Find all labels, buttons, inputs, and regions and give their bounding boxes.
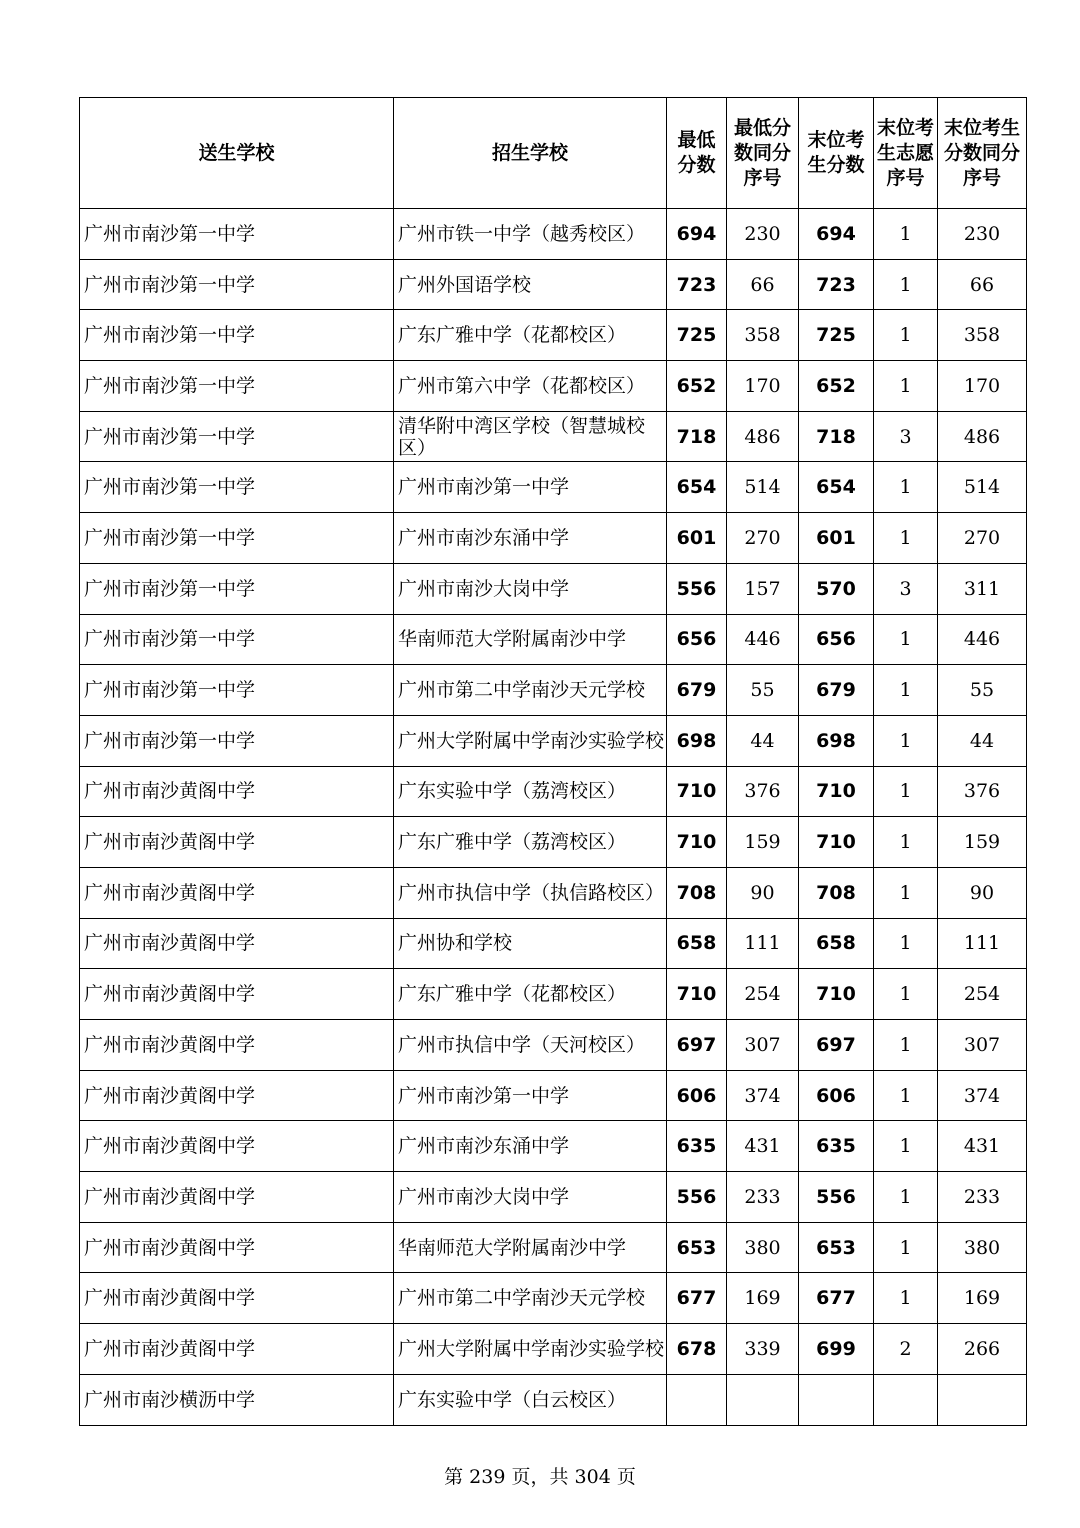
cell-last-score-rank: 233: [938, 1172, 1027, 1223]
cell-last-score-rank: 159: [938, 817, 1027, 868]
cell-min-score: 677: [667, 1273, 727, 1324]
cell-last-score: 606: [799, 1070, 874, 1121]
cell-sending-school: 广州市南沙第一中学: [80, 310, 394, 361]
header-min-score-rank: 最低分数同分序号: [727, 98, 799, 209]
cell-admitting-school: 广东广雅中学（花都校区）: [394, 969, 667, 1020]
table-row: [80, 563, 1027, 614]
cell-last-score: 699: [799, 1324, 874, 1375]
table-row: [80, 766, 1027, 817]
table-row: [80, 665, 1027, 716]
cell-last-choice: 1: [874, 715, 938, 766]
table-row: [80, 1070, 1027, 1121]
cell-last-score-rank: 170: [938, 361, 1027, 412]
cell-min-score-rank: 90: [727, 867, 799, 918]
cell-sending-school: 广州市南沙黄阁中学: [80, 1273, 394, 1324]
cell-min-score: 708: [667, 867, 727, 918]
cell-admitting-school: 广东实验中学（荔湾校区）: [394, 766, 667, 817]
cell-last-score: 679: [799, 665, 874, 716]
table-row: [80, 1020, 1027, 1071]
table-header-row: [80, 98, 1027, 209]
table-row: [80, 715, 1027, 766]
page-footer: 第 239 页，共 304 页: [444, 1466, 636, 1488]
header-last-choice: 末位考生志愿序号: [874, 98, 938, 209]
cell-admitting-school: 广州市铁一中学（越秀校区）: [394, 209, 667, 260]
cell-last-score: 710: [799, 766, 874, 817]
cell-min-score: 601: [667, 513, 727, 564]
header-last-score-rank: 末位考生分数同分序号: [938, 98, 1027, 209]
cell-min-score: 656: [667, 614, 727, 665]
cell-last-score: 653: [799, 1222, 874, 1273]
cell-admitting-school: 广州市南沙东涌中学: [394, 513, 667, 564]
cell-min-score-rank: 339: [727, 1324, 799, 1375]
cell-sending-school: 广州市南沙黄阁中学: [80, 918, 394, 969]
cell-min-score: 678: [667, 1324, 727, 1375]
admission-table: [79, 97, 1027, 1426]
cell-last-choice: 1: [874, 1172, 938, 1223]
table-row: [80, 513, 1027, 564]
header-sending-school: 送生学校: [80, 98, 394, 209]
cell-last-choice: 1: [874, 867, 938, 918]
cell-last-choice: 1: [874, 361, 938, 412]
cell-last-score: 601: [799, 513, 874, 564]
cell-last-choice: 1: [874, 1070, 938, 1121]
cell-min-score-rank: 358: [727, 310, 799, 361]
table-row: [80, 259, 1027, 310]
table-row: [80, 1374, 1027, 1425]
cell-last-score: 635: [799, 1121, 874, 1172]
cell-last-choice: 1: [874, 209, 938, 260]
cell-min-score: 710: [667, 817, 727, 868]
cell-last-score: 710: [799, 969, 874, 1020]
table-row: [80, 1222, 1027, 1273]
cell-last-choice: 1: [874, 310, 938, 361]
cell-min-score: 710: [667, 766, 727, 817]
cell-last-choice: 1: [874, 969, 938, 1020]
cell-last-score: 710: [799, 817, 874, 868]
cell-min-score-rank: 170: [727, 361, 799, 412]
cell-sending-school: 广州市南沙第一中学: [80, 513, 394, 564]
cell-last-choice: [874, 1374, 938, 1425]
header-last-score: 末位考生分数: [799, 98, 874, 209]
cell-last-score: 698: [799, 715, 874, 766]
cell-last-score-rank: 376: [938, 766, 1027, 817]
table-row: [80, 969, 1027, 1020]
cell-min-score-rank: 230: [727, 209, 799, 260]
cell-min-score: 658: [667, 918, 727, 969]
cell-last-score-rank: 266: [938, 1324, 1027, 1375]
cell-min-score-rank: 169: [727, 1273, 799, 1324]
cell-last-score: 652: [799, 361, 874, 412]
cell-last-choice: 1: [874, 614, 938, 665]
cell-admitting-school: 广州市第六中学（花都校区）: [394, 361, 667, 412]
cell-last-score-rank: 44: [938, 715, 1027, 766]
cell-admitting-school: 广州市执信中学（执信路校区）: [394, 867, 667, 918]
cell-admitting-school: 广州大学附属中学南沙实验学校: [394, 715, 667, 766]
cell-admitting-school: 广州市南沙第一中学: [394, 1070, 667, 1121]
cell-min-score: 556: [667, 1172, 727, 1223]
table-row: [80, 209, 1027, 260]
cell-admitting-school: 广州市南沙大岗中学: [394, 1172, 667, 1223]
cell-admitting-school: 广东广雅中学（花都校区）: [394, 310, 667, 361]
cell-sending-school: 广州市南沙黄阁中学: [80, 969, 394, 1020]
cell-admitting-school: 广州市第二中学南沙天元学校: [394, 1273, 667, 1324]
cell-min-score: 654: [667, 462, 727, 513]
cell-admitting-school: 广州市南沙大岗中学: [394, 563, 667, 614]
table-row: [80, 1324, 1027, 1375]
cell-last-choice: 1: [874, 766, 938, 817]
cell-min-score-rank: 66: [727, 259, 799, 310]
cell-last-choice: 3: [874, 411, 938, 462]
cell-admitting-school: 广东广雅中学（荔湾校区）: [394, 817, 667, 868]
cell-last-choice: 1: [874, 513, 938, 564]
cell-sending-school: 广州市南沙黄阁中学: [80, 766, 394, 817]
cell-sending-school: 广州市南沙黄阁中学: [80, 817, 394, 868]
cell-last-score: 725: [799, 310, 874, 361]
cell-last-choice: 3: [874, 563, 938, 614]
cell-min-score-rank: 446: [727, 614, 799, 665]
cell-min-score: 652: [667, 361, 727, 412]
cell-last-score-rank: 90: [938, 867, 1027, 918]
cell-sending-school: 广州市南沙黄阁中学: [80, 867, 394, 918]
cell-sending-school: 广州市南沙黄阁中学: [80, 1222, 394, 1273]
cell-min-score-rank: 157: [727, 563, 799, 614]
cell-min-score-rank: 514: [727, 462, 799, 513]
header-min-score: 最低分数: [667, 98, 727, 209]
cell-last-score-rank: 380: [938, 1222, 1027, 1273]
cell-min-score: 653: [667, 1222, 727, 1273]
table-row: [80, 1121, 1027, 1172]
cell-sending-school: 广州市南沙第一中学: [80, 361, 394, 412]
cell-sending-school: 广州市南沙黄阁中学: [80, 1324, 394, 1375]
cell-last-score: 718: [799, 411, 874, 462]
table-row: [80, 614, 1027, 665]
cell-admitting-school: 广州市南沙第一中学: [394, 462, 667, 513]
cell-min-score: 556: [667, 563, 727, 614]
cell-sending-school: 广州市南沙黄阁中学: [80, 1070, 394, 1121]
table-row: [80, 867, 1027, 918]
cell-last-score-rank: 486: [938, 411, 1027, 462]
cell-min-score-rank: [727, 1374, 799, 1425]
cell-min-score-rank: 374: [727, 1070, 799, 1121]
cell-min-score-rank: 55: [727, 665, 799, 716]
cell-min-score: 697: [667, 1020, 727, 1071]
cell-last-score: 694: [799, 209, 874, 260]
cell-min-score: 723: [667, 259, 727, 310]
cell-last-score-rank: 431: [938, 1121, 1027, 1172]
cell-last-choice: 1: [874, 1121, 938, 1172]
cell-min-score: 698: [667, 715, 727, 766]
table-row: [80, 918, 1027, 969]
table-row: [80, 817, 1027, 868]
cell-admitting-school: 广州外国语学校: [394, 259, 667, 310]
cell-admitting-school: 广州市第二中学南沙天元学校: [394, 665, 667, 716]
cell-last-score-rank: 514: [938, 462, 1027, 513]
cell-last-score: [799, 1374, 874, 1425]
cell-min-score: 679: [667, 665, 727, 716]
cell-last-score-rank: 55: [938, 665, 1027, 716]
cell-admitting-school: 广州协和学校: [394, 918, 667, 969]
table-row: [80, 361, 1027, 412]
cell-last-score: 708: [799, 867, 874, 918]
cell-last-score: 656: [799, 614, 874, 665]
cell-min-score: 606: [667, 1070, 727, 1121]
cell-last-choice: 1: [874, 259, 938, 310]
cell-last-choice: 1: [874, 817, 938, 868]
cell-min-score: 635: [667, 1121, 727, 1172]
table-row: [80, 1172, 1027, 1223]
cell-admitting-school: 广州市执信中学（天河校区）: [394, 1020, 667, 1071]
cell-min-score-rank: 486: [727, 411, 799, 462]
cell-admitting-school: 广东实验中学（白云校区）: [394, 1374, 667, 1425]
cell-last-score: 658: [799, 918, 874, 969]
cell-last-choice: 1: [874, 665, 938, 716]
cell-last-score: 723: [799, 259, 874, 310]
cell-sending-school: 广州市南沙第一中学: [80, 411, 394, 462]
cell-sending-school: 广州市南沙第一中学: [80, 665, 394, 716]
cell-last-score: 570: [799, 563, 874, 614]
cell-last-score: 697: [799, 1020, 874, 1071]
cell-last-score-rank: 446: [938, 614, 1027, 665]
header-admitting-school: 招生学校: [394, 98, 667, 209]
cell-min-score-rank: 380: [727, 1222, 799, 1273]
cell-last-score-rank: 311: [938, 563, 1027, 614]
cell-min-score-rank: 159: [727, 817, 799, 868]
cell-last-score-rank: 230: [938, 209, 1027, 260]
cell-last-score-rank: 169: [938, 1273, 1027, 1324]
cell-last-choice: 1: [874, 462, 938, 513]
cell-sending-school: 广州市南沙横沥中学: [80, 1374, 394, 1425]
table-row: [80, 411, 1027, 462]
cell-last-score-rank: 374: [938, 1070, 1027, 1121]
cell-last-choice: 1: [874, 1273, 938, 1324]
cell-sending-school: 广州市南沙第一中学: [80, 259, 394, 310]
cell-min-score-rank: 431: [727, 1121, 799, 1172]
cell-admitting-school: 广州大学附属中学南沙实验学校: [394, 1324, 667, 1375]
cell-last-score: 677: [799, 1273, 874, 1324]
cell-min-score: 718: [667, 411, 727, 462]
cell-min-score-rank: 44: [727, 715, 799, 766]
cell-sending-school: 广州市南沙黄阁中学: [80, 1172, 394, 1223]
table-row: [80, 462, 1027, 513]
cell-min-score: 694: [667, 209, 727, 260]
cell-sending-school: 广州市南沙第一中学: [80, 462, 394, 513]
cell-sending-school: 广州市南沙黄阁中学: [80, 1121, 394, 1172]
cell-last-score-rank: 270: [938, 513, 1027, 564]
table-row: [80, 310, 1027, 361]
cell-last-score-rank: 254: [938, 969, 1027, 1020]
cell-min-score-rank: 376: [727, 766, 799, 817]
cell-min-score: 710: [667, 969, 727, 1020]
cell-last-score-rank: [938, 1374, 1027, 1425]
cell-min-score-rank: 111: [727, 918, 799, 969]
cell-last-score: 654: [799, 462, 874, 513]
cell-sending-school: 广州市南沙第一中学: [80, 614, 394, 665]
cell-last-choice: 1: [874, 1222, 938, 1273]
cell-admitting-school: 华南师范大学附属南沙中学: [394, 1222, 667, 1273]
cell-sending-school: 广州市南沙黄阁中学: [80, 1020, 394, 1071]
cell-admitting-school: 华南师范大学附属南沙中学: [394, 614, 667, 665]
cell-last-score-rank: 111: [938, 918, 1027, 969]
table-row: [80, 1273, 1027, 1324]
cell-min-score-rank: 307: [727, 1020, 799, 1071]
cell-admitting-school: 清华附中湾区学校（智慧城校区）: [394, 411, 667, 462]
cell-min-score-rank: 233: [727, 1172, 799, 1223]
cell-min-score-rank: 270: [727, 513, 799, 564]
cell-min-score: [667, 1374, 727, 1425]
cell-last-choice: 1: [874, 1020, 938, 1071]
cell-sending-school: 广州市南沙第一中学: [80, 209, 394, 260]
cell-admitting-school: 广州市南沙东涌中学: [394, 1121, 667, 1172]
cell-last-score-rank: 307: [938, 1020, 1027, 1071]
cell-sending-school: 广州市南沙第一中学: [80, 715, 394, 766]
cell-min-score: 725: [667, 310, 727, 361]
cell-last-choice: 1: [874, 918, 938, 969]
cell-min-score-rank: 254: [727, 969, 799, 1020]
cell-last-score-rank: 66: [938, 259, 1027, 310]
cell-last-choice: 2: [874, 1324, 938, 1375]
cell-sending-school: 广州市南沙第一中学: [80, 563, 394, 614]
cell-last-score-rank: 358: [938, 310, 1027, 361]
cell-last-score: 556: [799, 1172, 874, 1223]
